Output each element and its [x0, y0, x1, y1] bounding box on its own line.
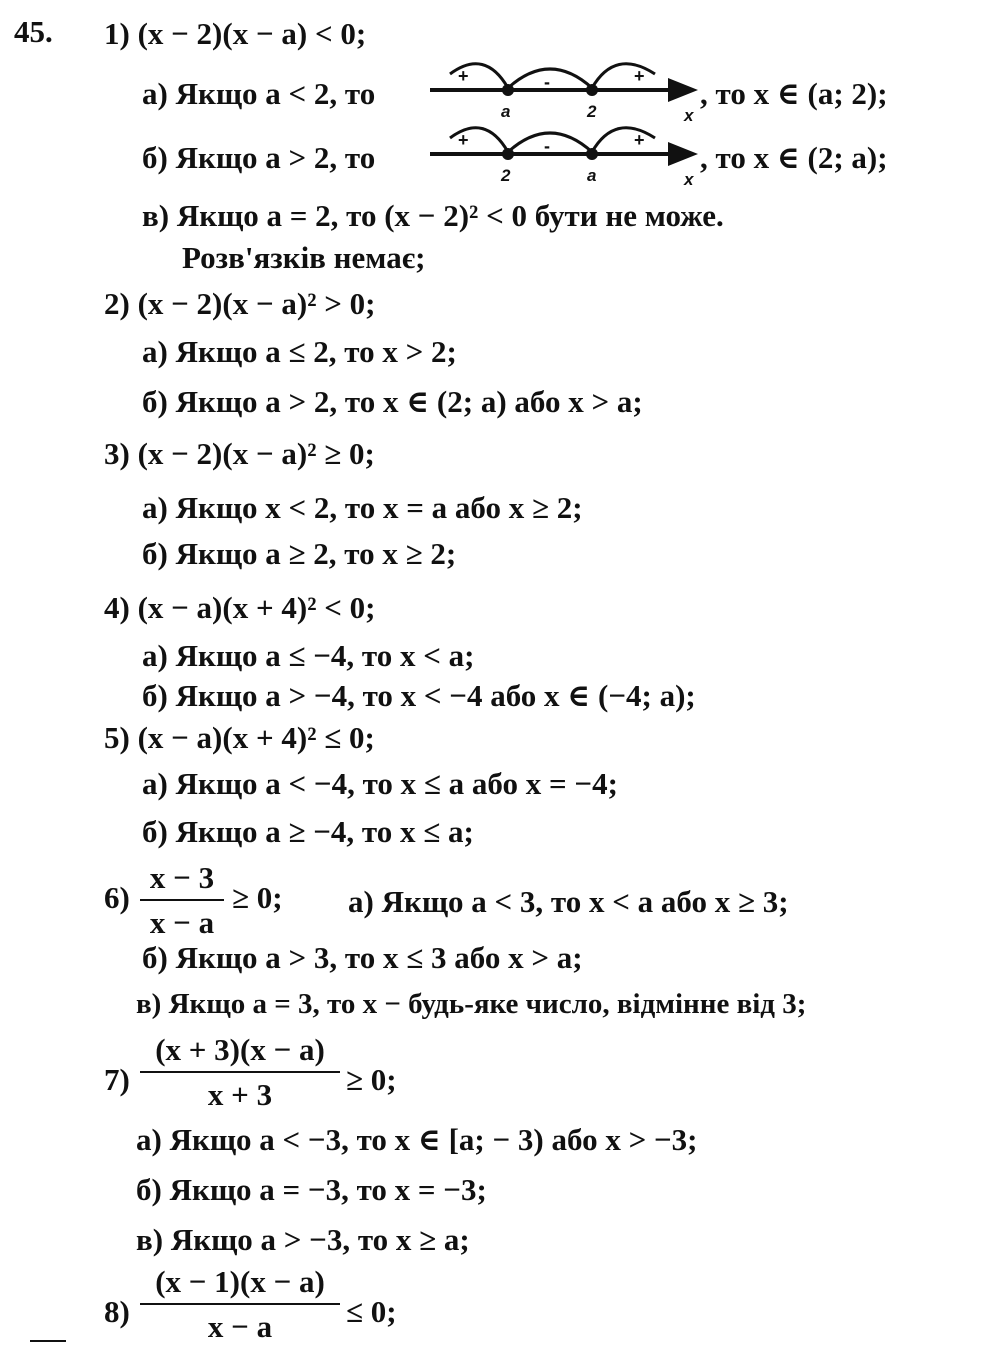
sign-arc	[592, 64, 655, 88]
sign-arc	[508, 133, 592, 152]
fraction-numerator: (x − 1)(x − a)	[155, 1264, 325, 1299]
sign-minus: -	[544, 72, 550, 92]
item-1c-conclusion: Розв'язків немає;	[182, 240, 426, 275]
item-3a: а) Якщо x < 2, то x = a або x ≥ 2;	[142, 490, 583, 525]
sign-diagram-1b-svg	[430, 116, 700, 196]
fraction-denominator: x − a	[207, 1309, 273, 1344]
sign-plus: +	[458, 66, 469, 86]
sign-plus: +	[458, 130, 469, 150]
item-6-label: 6)	[104, 880, 130, 915]
item-3b: б) Якщо a ≥ 2, то x ≥ 2;	[142, 536, 457, 571]
item-5b: б) Якщо a ≥ −4, то x ≤ a;	[142, 814, 474, 849]
sign-plus: +	[634, 130, 645, 150]
item-6b: б) Якщо a > 3, то x ≤ 3 або x > a;	[142, 940, 583, 975]
sign-arc	[508, 69, 592, 88]
item-1b-answer: , то x ∈ (2; a);	[700, 140, 888, 175]
item-3-inequality: 3) (x − 2)(x − a)² ≥ 0;	[104, 436, 375, 471]
sign-minus: -	[544, 136, 550, 156]
item-8-label: 8)	[104, 1294, 130, 1329]
item-8-relation: ≤ 0;	[346, 1294, 397, 1329]
item-7b: б) Якщо a = −3, то x = −3;	[136, 1172, 487, 1207]
item-6-fraction	[140, 862, 224, 938]
sign-diagram-1b	[430, 116, 700, 196]
axis-arrow-icon	[668, 142, 698, 166]
item-5-inequality: 5) (x − a)(x + 4)² ≤ 0;	[104, 720, 375, 755]
item-7-label: 7)	[104, 1062, 130, 1097]
critical-point	[502, 84, 514, 96]
item-2a: а) Якщо a ≤ 2, то x > 2;	[142, 334, 457, 369]
fraction-denominator: x − a	[149, 905, 215, 940]
item-7-fraction	[140, 1034, 340, 1110]
item-8-fraction	[140, 1266, 340, 1342]
item-5a: а) Якщо a < −4, то x ≤ a або x = −4;	[142, 766, 618, 801]
problem-number: 45.	[14, 14, 53, 49]
critical-point	[586, 148, 598, 160]
item-1b-condition: б) Якщо a > 2, то	[142, 140, 376, 175]
fraction-bar	[140, 899, 224, 901]
item-4b: б) Якщо a > −4, то x < −4 або x ∈ (−4; a);	[142, 678, 696, 713]
item-1a-answer: , то x ∈ (a; 2);	[700, 76, 888, 111]
item-6a: а) Якщо a < 3, то x < a або x ≥ 3;	[348, 884, 789, 919]
item-1-inequality: 1) (x − 2)(x − a) < 0;	[104, 16, 367, 51]
item-2b: б) Якщо a > 2, то x ∈ (2; a) або x > a;	[142, 384, 643, 419]
fraction-numerator: (x + 3)(x − a)	[155, 1032, 325, 1067]
axis-label: x	[684, 170, 694, 189]
item-4a: а) Якщо a ≤ −4, то x < a;	[142, 638, 475, 673]
critical-point	[586, 84, 598, 96]
fraction-bar	[140, 1303, 340, 1305]
item-6-relation: ≥ 0;	[232, 880, 283, 915]
axis-label: x	[684, 106, 694, 125]
point-label: 2	[587, 102, 597, 121]
item-7-relation: ≥ 0;	[346, 1062, 397, 1097]
critical-point	[502, 148, 514, 160]
fraction-denominator: x + 3	[207, 1077, 273, 1112]
item-1a-condition: а) Якщо a < 2, то	[142, 76, 376, 111]
decorative-dash	[30, 1340, 66, 1342]
item-4-inequality: 4) (x − a)(x + 4)² < 0;	[104, 590, 376, 625]
sign-arc	[592, 128, 655, 152]
item-7a: а) Якщо a < −3, то x ∈ [a; − 3) або x > −3;	[136, 1122, 698, 1157]
item-1c: в) Якщо a = 2, то (x − 2)² < 0 бути не може.	[142, 198, 724, 233]
point-label: a	[501, 102, 511, 121]
axis-arrow-icon	[668, 78, 698, 102]
point-label: a	[587, 166, 597, 185]
item-7c: в) Якщо a > −3, то x ≥ a;	[136, 1222, 470, 1257]
point-label: 2	[501, 166, 511, 185]
fraction-bar	[140, 1071, 340, 1073]
item-6c: в) Якщо a = 3, то x − будь-яке число, відмінне від 3;	[136, 988, 807, 1020]
item-2-inequality: 2) (x − 2)(x − a)² > 0;	[104, 286, 376, 321]
sign-plus: +	[634, 66, 645, 86]
fraction-numerator: x − 3	[149, 860, 215, 895]
